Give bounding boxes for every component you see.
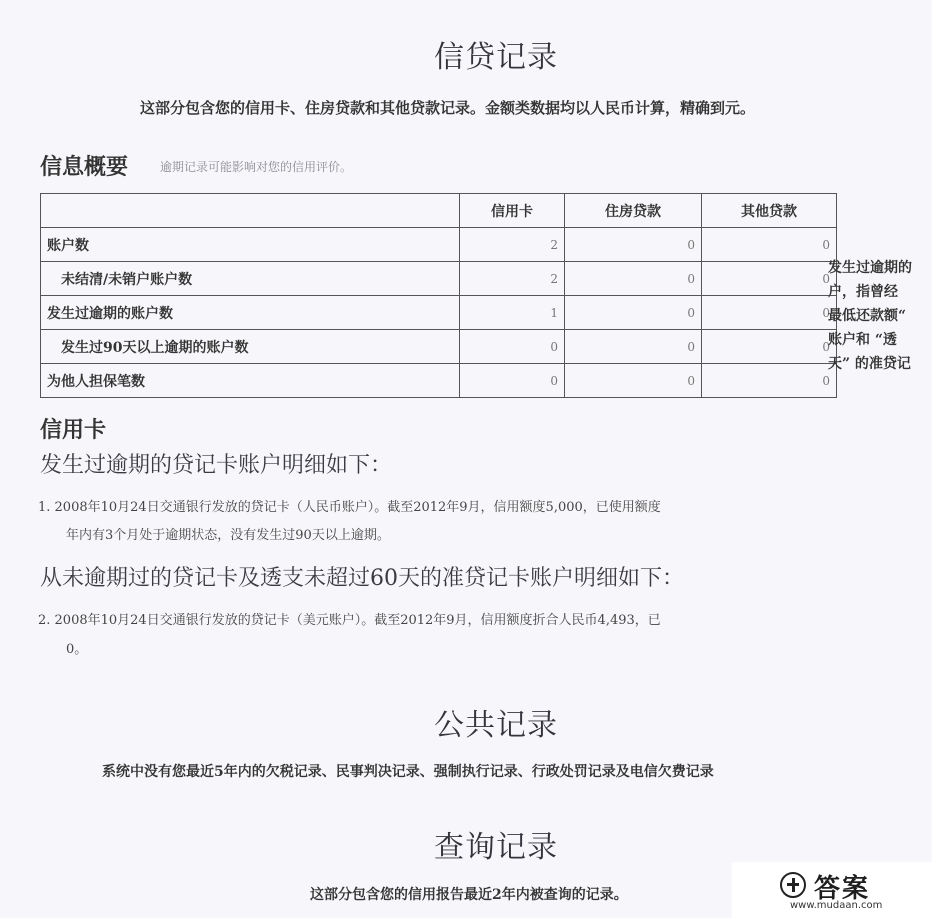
credit-records-intro: 这部分包含您的信用卡、住房贷款和其他贷款记录。金额类数据均以人民币计算，精确到元。 [140, 99, 756, 117]
brand-circle-logo-icon [780, 872, 806, 898]
summary-header-credit-card: 信用卡 [460, 194, 565, 228]
side-note-line: 账户和 “透 [828, 332, 897, 348]
row-label: 账户数 [41, 228, 460, 262]
cell-credit-card: 0 [460, 330, 565, 364]
summary-header-blank [41, 194, 460, 228]
table-row [41, 330, 837, 364]
cell-housing-loan: 0 [565, 228, 702, 262]
watermark-url: www.mudaan.com [790, 900, 883, 911]
summary-header-row [41, 194, 837, 228]
summary-note: 逾期记录可能影响对您的信用评价。 [160, 160, 353, 174]
credit-card-title: 信用卡 [40, 417, 107, 443]
query-records-desc: 这部分包含您的信用报告最近2年内被查询的记录。 [310, 887, 628, 903]
row-label: 为他人担保笔数 [41, 364, 460, 398]
cell-other-loan: 0 [702, 364, 837, 398]
side-note-line: 最低还款额“ [828, 308, 907, 324]
section-title-public-records: 公共记录 [434, 708, 558, 743]
summary-side-note [828, 256, 912, 376]
summary-header-housing-loan: 住房贷款 [565, 194, 702, 228]
watermark-brand: 答案 [814, 874, 871, 904]
table-row [41, 262, 837, 296]
overdue-accounts-heading: 发生过逾期的贷记卡账户明细如下： [40, 453, 393, 478]
cell-housing-loan: 0 [565, 330, 702, 364]
row-label: 发生过90天以上逾期的账户数 [41, 330, 460, 364]
cell-housing-loan: 0 [565, 262, 702, 296]
summary-header-other-loan: 其他贷款 [702, 194, 837, 228]
cell-credit-card: 0 [460, 364, 565, 398]
cell-other-loan: 0 [702, 296, 837, 330]
overdue-account-item-cont: 年内有3个月处于逾期状态，没有发生过90天以上逾期。 [66, 528, 390, 543]
cell-housing-loan: 0 [565, 296, 702, 330]
cell-credit-card: 2 [460, 262, 565, 296]
row-label: 未结清/未销户账户数 [41, 262, 460, 296]
row-label: 发生过逾期的账户数 [41, 296, 460, 330]
cell-other-loan: 0 [702, 228, 837, 262]
overdue-account-item: 1. 2008年10月24日交通银行发放的贷记卡（人民币账户）。截至2012年9月，信用额度5,000，已使用额度 [38, 500, 661, 515]
public-records-desc: 系统中没有您最近5年内的欠税记录、民事判决记录、强制执行记录、行政处罚记录及电信欠费记录 [102, 764, 714, 780]
side-note-line: 发生过逾期的 [828, 260, 912, 276]
table-row [41, 228, 837, 262]
normal-account-item-cont: 0。 [66, 642, 88, 657]
side-note-line: 户，指曾经 [828, 284, 898, 300]
side-note-line: 天” 的准贷记 [828, 356, 911, 372]
cell-credit-card: 2 [460, 228, 565, 262]
section-title-credit-records: 信贷记录 [434, 40, 558, 75]
section-title-query-records: 查询记录 [434, 830, 558, 865]
cell-other-loan: 0 [702, 330, 837, 364]
cell-credit-card: 1 [460, 296, 565, 330]
summary-title: 信息概要 [40, 154, 129, 180]
normal-account-item: 2. 2008年10月24日交通银行发放的贷记卡（美元账户）。截至2012年9月，信用额度折合人民币4,493，已 [38, 613, 661, 628]
table-row [41, 364, 837, 398]
watermark [732, 862, 932, 918]
cell-housing-loan: 0 [565, 364, 702, 398]
normal-accounts-heading: 从未逾期过的贷记卡及透支未超过60天的准贷记卡账户明细如下： [40, 566, 684, 591]
summary-table [40, 193, 837, 398]
table-row [41, 296, 837, 330]
cell-other-loan: 0 [702, 262, 837, 296]
